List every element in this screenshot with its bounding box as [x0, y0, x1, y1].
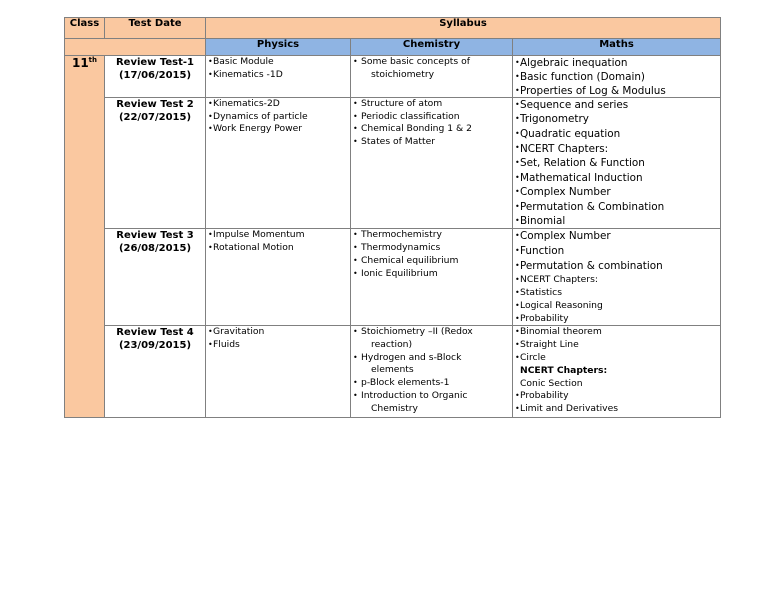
list-item: • Binomial theorem	[515, 326, 720, 339]
list-item: • Binomial	[515, 214, 720, 228]
list-item: • Complex Number	[515, 229, 720, 244]
list-item: • Statistics	[515, 287, 720, 300]
list-item	[353, 390, 512, 415]
chemistry-cell	[351, 326, 513, 418]
list-item: • Straight Line	[515, 339, 720, 352]
test-cell	[105, 326, 206, 418]
list-item: • Basic function (Domain)	[515, 70, 720, 84]
list-item: • Function	[515, 244, 720, 259]
list-item: • Thermochemistry	[353, 229, 512, 242]
test-date: (26/08/2015)	[118, 243, 192, 255]
physics-cell	[206, 229, 351, 326]
maths-header: Maths	[513, 39, 721, 56]
test-name: Review Test 4	[116, 327, 194, 339]
physics-list	[206, 326, 350, 351]
list-item: • Sequence and series	[515, 98, 720, 112]
chemistry-list	[351, 229, 512, 280]
test-date: (22/07/2015)	[118, 111, 192, 123]
maths-cell	[513, 229, 721, 326]
list-item: • Circle	[515, 352, 720, 365]
subject-header-row	[65, 39, 721, 56]
list-item: • Basic Module	[208, 56, 350, 69]
chemistry-header: Chemistry	[351, 39, 513, 56]
item-line: Stoichiometry –II (Redox	[361, 326, 473, 338]
list-item: • Permutation & Combination	[515, 200, 720, 214]
item-line: reaction)	[371, 339, 413, 351]
list-item	[353, 326, 512, 351]
list-item: • Thermodynamics	[353, 242, 512, 255]
physics-cell	[206, 97, 351, 229]
list-item: • Kinematics -1D	[208, 69, 350, 82]
table-row	[65, 97, 721, 229]
list-item: NCERT Chapters:	[520, 364, 608, 376]
item-line: Some basic concepts of	[361, 56, 470, 67]
list-item: • Set, Relation & Function	[515, 156, 720, 170]
list-item: • Rotational Motion	[208, 242, 350, 255]
list-item: • p-Block elements-1	[353, 377, 512, 390]
syllabus-header: Syllabus	[206, 18, 721, 39]
list-item: • Dynamics of particle	[208, 111, 350, 124]
list-item: • Chemical equilibrium	[353, 255, 512, 268]
item-line: Introduction to Organic	[361, 389, 468, 401]
list-item	[353, 352, 512, 377]
chemistry-list	[351, 326, 512, 415]
list-item: • Kinematics-2D	[208, 98, 350, 111]
maths-cell	[513, 56, 721, 98]
test-cell	[105, 229, 206, 326]
list-item: • Logical Reasoning	[515, 300, 720, 313]
table-row	[65, 56, 721, 98]
chemistry-cell	[351, 229, 513, 326]
list-item: • Complex Number	[515, 185, 720, 199]
test-cell	[105, 97, 206, 229]
table-row	[65, 229, 721, 326]
physics-list	[206, 98, 350, 136]
list-item: • NCERT Chapters:	[515, 141, 720, 156]
test-name: Review Test 3	[116, 230, 194, 242]
class-header: Class	[65, 18, 105, 39]
test-date: (23/09/2015)	[118, 340, 192, 352]
physics-list	[206, 56, 350, 81]
list-item: • Ionic Equilibrium	[353, 268, 512, 281]
list-item: • Gravitation	[208, 326, 350, 339]
list-item: • Periodic classification	[353, 111, 512, 124]
list-item: • Work Energy Power	[208, 123, 350, 136]
test-name: Review Test-1	[115, 57, 195, 68]
table-row	[65, 326, 721, 418]
test-cell	[105, 56, 206, 98]
list-item: • Probability	[515, 390, 720, 403]
maths-list	[513, 326, 720, 416]
list-item: • Trigonometry	[515, 112, 720, 126]
list-item: • Quadratic equation	[515, 127, 720, 141]
list-item: • Properties of Log & Modulus	[515, 85, 720, 97]
list-item: • Mathematical Induction	[515, 171, 720, 185]
list-item: • Limit and Derivatives	[515, 403, 720, 416]
maths-list	[513, 98, 720, 229]
test-name: Review Test 2	[116, 98, 194, 110]
physics-header: Physics	[206, 39, 351, 56]
header-row	[65, 18, 721, 39]
physics-cell	[206, 326, 351, 418]
item-line: stoichiometry	[371, 68, 435, 80]
maths-cell	[513, 97, 721, 229]
maths-list	[513, 56, 720, 97]
list-item: • Algebraic inequation	[515, 56, 720, 70]
list-item: Conic Section	[520, 377, 583, 389]
list-item: • States of Matter	[353, 136, 512, 149]
test-date: (17/06/2015)	[118, 70, 192, 81]
physics-cell	[206, 56, 351, 98]
list-item: • Chemical Bonding 1 & 2	[353, 123, 512, 136]
list-item	[353, 56, 512, 81]
syllabus-table	[64, 17, 721, 418]
class-cell	[65, 56, 105, 418]
item-line: elements	[371, 364, 414, 376]
chemistry-list	[351, 98, 512, 149]
list-item: • Permutation & combination	[515, 259, 720, 274]
item-line: Hydrogen and s-Block	[361, 351, 462, 363]
list-item: • Fluids	[208, 339, 350, 352]
list-item: • NCERT Chapters:	[515, 273, 720, 287]
physics-list	[206, 229, 350, 254]
chemistry-cell	[351, 56, 513, 98]
maths-cell	[513, 326, 721, 418]
chemistry-cell	[351, 97, 513, 229]
subject-header-blank	[65, 39, 206, 56]
item-line: Chemistry	[371, 402, 418, 414]
chemistry-list	[351, 56, 512, 81]
class-suffix: th	[88, 56, 98, 64]
maths-list	[513, 229, 720, 325]
list-item: • Impulse Momentum	[208, 229, 350, 242]
test-date-header: Test Date	[105, 18, 206, 39]
class-value: 11	[71, 56, 89, 70]
list-item: • Structure of atom	[353, 98, 512, 111]
list-item: • Probability	[515, 313, 720, 326]
